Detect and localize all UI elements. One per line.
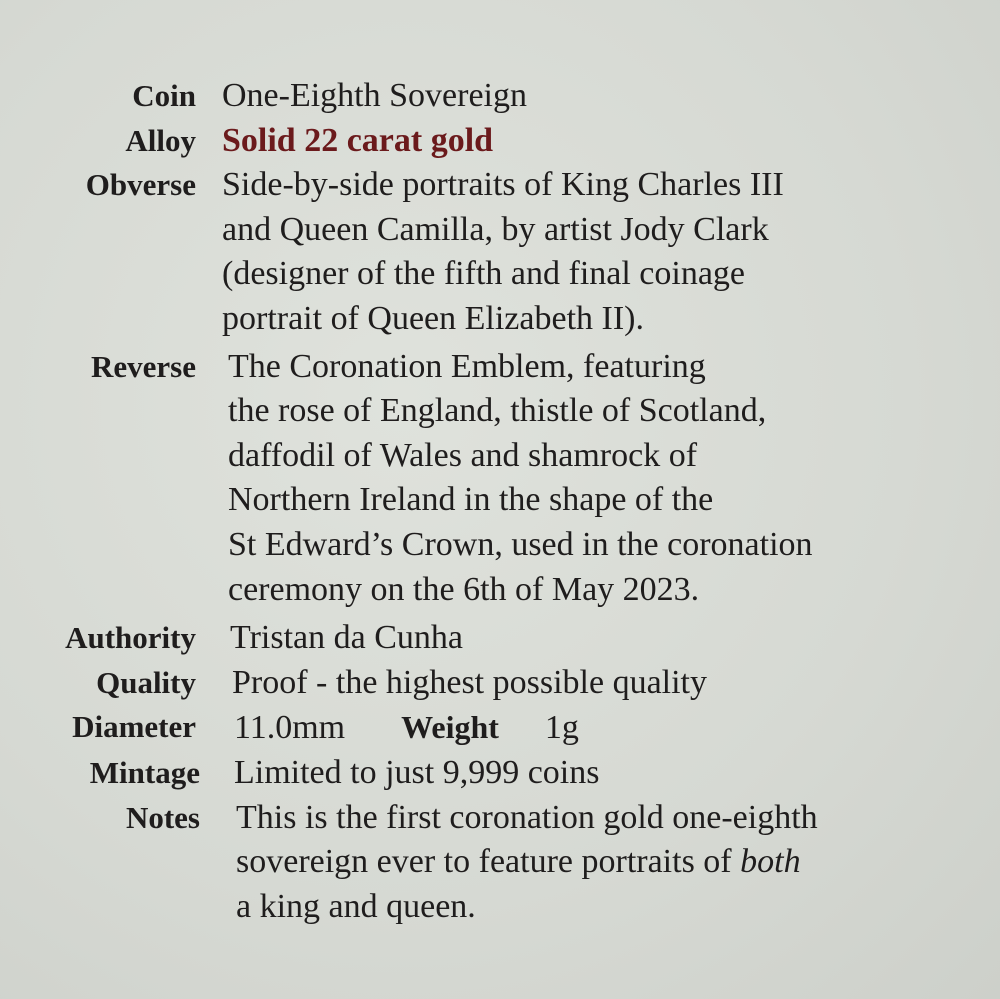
value-line: Solid 22 carat gold: [222, 121, 494, 159]
value-line: Side-by-side portraits of King Charles III: [222, 166, 784, 204]
value-line: The Coronation Emblem, featuring: [228, 347, 706, 385]
value-line: One-Eighth Sovereign: [222, 77, 527, 114]
value-line: portrait of Queen Elizabeth II).: [222, 299, 644, 337]
value-line: This is the first coronation gold one-eighth: [236, 798, 818, 836]
value-line: Northern Ireland in the shape of the: [228, 481, 714, 519]
value-line: (designer of the fifth and final coinage: [222, 255, 746, 293]
weight-value: 1g: [544, 709, 579, 747]
spec-value: [232, 661, 707, 706]
coin-specification-list: [0, 74, 1000, 929]
spec-row-notes: [0, 796, 1000, 930]
spec-label: Reverse: [91, 348, 196, 384]
value-line: daffodil of Wales and shamrock of: [228, 436, 698, 474]
spec-row-obverse: [0, 163, 1000, 341]
value-line: and Queen Camilla, by artist Jody Clark: [222, 210, 769, 248]
spec-row-authority: [0, 616, 1000, 661]
spec-value: [228, 345, 813, 613]
spec-label: Alloy: [125, 122, 196, 158]
value-line: St Edward’s Crown, used in the coronation: [228, 525, 813, 563]
spec-label: Notes: [125, 799, 200, 835]
spec-row-coin: [0, 74, 1000, 119]
spec-label: Obverse: [85, 167, 196, 203]
spec-value: [234, 751, 599, 796]
value-line: a king and queen.: [236, 887, 476, 925]
value-line: ceremony on the 6th of May 2023.: [228, 570, 700, 608]
spec-label: Quality: [96, 664, 196, 700]
value-text: sovereign ever to feature portraits of: [236, 843, 741, 881]
spec-value: [222, 74, 527, 119]
spec-label: Diameter: [72, 709, 196, 745]
spec-row-alloy: [0, 119, 1000, 164]
value-line: Proof - the highest possible quality: [232, 663, 708, 701]
spec-row-quality: [0, 661, 1000, 706]
value-line: Tristan da Cunha: [230, 619, 463, 657]
spec-value: [222, 119, 493, 164]
value-line: [236, 840, 818, 885]
spec-value: [236, 796, 818, 930]
emphasis-text: both: [740, 843, 801, 881]
spec-value: [234, 705, 579, 751]
spec-label: Authority: [65, 620, 196, 656]
value-line: [234, 705, 579, 751]
value-line: Limited to just 9,999 coins: [234, 753, 600, 791]
spec-label: Mintage: [89, 754, 200, 790]
spec-label: Coin: [132, 78, 196, 113]
spec-value: [222, 163, 784, 341]
spec-value: [230, 616, 463, 661]
spec-row-reverse: [0, 345, 1000, 613]
spec-row-diameter: [0, 705, 1000, 751]
value-line: the rose of England, thistle of Scotland,: [228, 392, 767, 430]
spec-row-mintage: [0, 751, 1000, 796]
diameter-value: 11.0mm: [234, 709, 346, 747]
weight-label: Weight: [401, 709, 499, 746]
